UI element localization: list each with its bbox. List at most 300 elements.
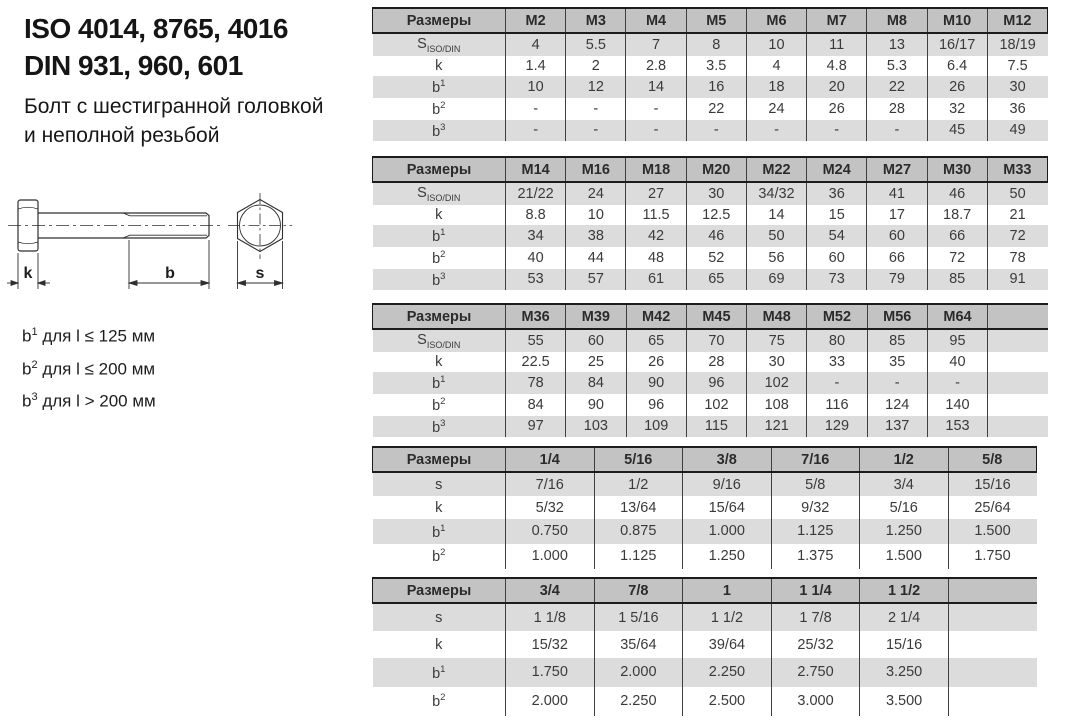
value-cell: 116 bbox=[807, 394, 867, 416]
size-column-header: Размеры bbox=[373, 157, 506, 182]
row-label-superscript: 3 bbox=[440, 417, 446, 429]
table-row bbox=[373, 352, 1049, 372]
row-label bbox=[373, 603, 506, 631]
value-cell: 5.3 bbox=[867, 56, 927, 76]
value-cell: 1.000 bbox=[506, 544, 595, 569]
value-cell: 1.250 bbox=[683, 544, 772, 569]
value-cell bbox=[948, 658, 1037, 687]
value-cell: 8.8 bbox=[506, 205, 566, 225]
value-cell: 12 bbox=[566, 76, 626, 98]
row-label bbox=[373, 472, 506, 496]
row-label bbox=[373, 519, 506, 544]
value-cell bbox=[988, 329, 1048, 352]
row-label-base: b bbox=[432, 79, 441, 96]
row-label-superscript: 2 bbox=[440, 395, 446, 407]
value-cell: 1.500 bbox=[948, 519, 1037, 544]
value-cell: 13/64 bbox=[594, 496, 683, 519]
row-label-subscript: ISO/DIN bbox=[426, 192, 461, 203]
value-cell: 1 5/16 bbox=[594, 603, 683, 631]
row-label-superscript: 2 bbox=[440, 692, 446, 704]
value-cell: 40 bbox=[927, 352, 987, 372]
value-cell: 140 bbox=[927, 394, 987, 416]
value-cell: 15/16 bbox=[948, 472, 1037, 496]
row-label bbox=[373, 120, 506, 142]
row-label-superscript: 3 bbox=[440, 270, 446, 282]
row-label-superscript: 3 bbox=[440, 121, 446, 133]
column-header: M14 bbox=[506, 157, 566, 182]
row-label-superscript: 2 bbox=[440, 99, 446, 111]
table-row bbox=[373, 247, 1048, 269]
value-cell: 5/8 bbox=[771, 472, 860, 496]
row-label-superscript: 1 bbox=[440, 522, 446, 534]
row-label-superscript: 1 bbox=[440, 77, 446, 89]
table-row bbox=[373, 496, 1037, 519]
value-cell: 1 7/8 bbox=[771, 603, 860, 631]
row-label-subscript: ISO/DIN bbox=[426, 43, 461, 54]
dimension-table bbox=[372, 7, 1048, 141]
value-cell: 4 bbox=[506, 33, 566, 56]
value-cell: 3.5 bbox=[686, 56, 746, 76]
value-cell: 7.5 bbox=[987, 56, 1047, 76]
row-label-base: b bbox=[432, 250, 441, 267]
value-cell: 129 bbox=[807, 416, 867, 438]
value-cell: 11.5 bbox=[626, 205, 686, 225]
note-superscript: 2 bbox=[31, 358, 38, 371]
value-cell: 10 bbox=[746, 33, 806, 56]
value-cell: 3.500 bbox=[860, 687, 949, 716]
value-cell: 7/16 bbox=[506, 472, 595, 496]
row-label-base: b bbox=[432, 694, 441, 711]
value-cell: 1.125 bbox=[771, 519, 860, 544]
value-cell: 4.8 bbox=[807, 56, 867, 76]
value-cell: 3/4 bbox=[860, 472, 949, 496]
value-cell: - bbox=[746, 120, 806, 142]
size-column-header: Размеры bbox=[373, 8, 506, 33]
value-cell: 25/32 bbox=[771, 631, 860, 658]
metric-table-m36-m64 bbox=[372, 303, 1048, 437]
value-cell: - bbox=[807, 120, 867, 142]
column-header: M56 bbox=[867, 304, 927, 329]
value-cell: 60 bbox=[807, 247, 867, 269]
page-subtitle-line2: и неполной резьбой bbox=[24, 124, 220, 147]
value-cell: 2.000 bbox=[506, 687, 595, 716]
row-label-subscript: ISO/DIN bbox=[426, 339, 461, 350]
value-cell: - bbox=[807, 372, 867, 394]
value-cell: 50 bbox=[746, 225, 806, 247]
value-cell: - bbox=[867, 372, 927, 394]
thread-length-notes bbox=[22, 318, 156, 416]
value-cell: 34 bbox=[506, 225, 566, 247]
value-cell: 85 bbox=[867, 329, 927, 352]
value-cell: 2.750 bbox=[771, 658, 860, 687]
value-cell: - bbox=[927, 372, 987, 394]
value-cell: 90 bbox=[566, 394, 626, 416]
value-cell: 26 bbox=[807, 98, 867, 120]
value-cell: - bbox=[686, 120, 746, 142]
value-cell: 35 bbox=[867, 352, 927, 372]
column-header: M52 bbox=[807, 304, 867, 329]
row-label-base: b bbox=[432, 665, 441, 682]
value-cell: 84 bbox=[506, 394, 566, 416]
value-cell: 32 bbox=[927, 98, 987, 120]
page-title-line2: DIN 931, 960, 601 bbox=[24, 50, 243, 81]
value-cell bbox=[988, 416, 1048, 438]
value-cell: 10 bbox=[566, 205, 626, 225]
value-cell: 9/32 bbox=[771, 496, 860, 519]
column-header: 5/16 bbox=[594, 447, 683, 472]
value-cell: 55 bbox=[506, 329, 566, 352]
row-label bbox=[373, 205, 506, 225]
value-cell: 44 bbox=[566, 247, 626, 269]
value-cell: 1 1/8 bbox=[506, 603, 595, 631]
value-cell: 53 bbox=[506, 269, 566, 291]
column-header: M10 bbox=[927, 8, 987, 33]
dimension-table bbox=[372, 156, 1048, 290]
value-cell: 26 bbox=[626, 352, 686, 372]
note-line bbox=[22, 318, 156, 351]
value-cell: 5.5 bbox=[566, 33, 626, 56]
table-row bbox=[373, 182, 1048, 205]
value-cell: 9/16 bbox=[683, 472, 772, 496]
value-cell: 6.4 bbox=[927, 56, 987, 76]
table-row bbox=[373, 56, 1048, 76]
table-row bbox=[373, 394, 1049, 416]
value-cell: 124 bbox=[867, 394, 927, 416]
column-header: 1/4 bbox=[506, 447, 595, 472]
table-row bbox=[373, 120, 1048, 142]
column-header: M7 bbox=[807, 8, 867, 33]
column-header: M22 bbox=[746, 157, 806, 182]
note-symbol: b bbox=[22, 359, 32, 379]
table-row bbox=[373, 76, 1048, 98]
column-header: M3 bbox=[566, 8, 626, 33]
column-header: M2 bbox=[506, 8, 566, 33]
table-row bbox=[373, 631, 1038, 658]
value-cell: 2 1/4 bbox=[860, 603, 949, 631]
value-cell: 35/64 bbox=[594, 631, 683, 658]
table-row bbox=[373, 329, 1049, 352]
value-cell: 41 bbox=[867, 182, 927, 205]
row-label bbox=[373, 631, 506, 658]
value-cell: 103 bbox=[566, 416, 626, 438]
row-label-base: k bbox=[435, 636, 443, 653]
value-cell: 2 bbox=[566, 56, 626, 76]
size-column-header: Размеры bbox=[373, 578, 506, 603]
row-label-base: b bbox=[432, 228, 441, 245]
size-column-header: Размеры bbox=[373, 447, 506, 472]
column-header: M5 bbox=[686, 8, 746, 33]
row-label-superscript: 1 bbox=[440, 663, 446, 675]
value-cell: 11 bbox=[807, 33, 867, 56]
value-cell: 1.375 bbox=[771, 544, 860, 569]
table-row bbox=[373, 33, 1048, 56]
dimension-label-b: b bbox=[165, 265, 175, 282]
value-cell: 14 bbox=[746, 205, 806, 225]
value-cell: 30 bbox=[747, 352, 807, 372]
row-label-base: s bbox=[435, 609, 443, 626]
note-superscript: 1 bbox=[31, 326, 38, 338]
note-text: для l ≤ 125 мм bbox=[37, 326, 156, 346]
value-cell: 61 bbox=[626, 269, 686, 291]
value-cell: 3.250 bbox=[860, 658, 949, 687]
value-cell: 17 bbox=[867, 205, 927, 225]
bolt-side-view bbox=[8, 200, 223, 251]
row-label-base: b bbox=[432, 397, 441, 414]
value-cell: 60 bbox=[867, 225, 927, 247]
value-cell: 73 bbox=[807, 269, 867, 291]
value-cell: 85 bbox=[927, 269, 987, 291]
row-label bbox=[373, 352, 506, 372]
row-label bbox=[373, 56, 506, 76]
value-cell: - bbox=[506, 120, 566, 142]
value-cell: 18 bbox=[746, 76, 806, 98]
value-cell: 40 bbox=[506, 247, 566, 269]
value-cell: 2.000 bbox=[594, 658, 683, 687]
column-header: M30 bbox=[927, 157, 987, 182]
value-cell: 46 bbox=[927, 182, 987, 205]
value-cell: - bbox=[867, 120, 927, 142]
value-cell: 10 bbox=[506, 76, 566, 98]
column-header: M42 bbox=[626, 304, 686, 329]
value-cell: - bbox=[566, 98, 626, 120]
value-cell: 25/64 bbox=[948, 496, 1037, 519]
value-cell: 1/2 bbox=[594, 472, 683, 496]
row-label-superscript: 1 bbox=[440, 226, 446, 238]
value-cell: 80 bbox=[807, 329, 867, 352]
note-line bbox=[22, 351, 156, 384]
table-row bbox=[373, 687, 1038, 716]
page-title bbox=[24, 10, 288, 84]
row-label bbox=[373, 544, 506, 569]
value-cell: 16/17 bbox=[927, 33, 987, 56]
row-label bbox=[373, 372, 506, 394]
dimension-table bbox=[372, 577, 1037, 716]
value-cell: 54 bbox=[807, 225, 867, 247]
row-label bbox=[373, 225, 506, 247]
column-header: 1 bbox=[683, 578, 772, 603]
value-cell: 75 bbox=[747, 329, 807, 352]
value-cell: 65 bbox=[626, 329, 686, 352]
value-cell: 1.750 bbox=[948, 544, 1037, 569]
value-cell: 18.7 bbox=[927, 205, 987, 225]
dimension-label-s: s bbox=[255, 265, 265, 282]
value-cell: 1.000 bbox=[683, 519, 772, 544]
value-cell: 21/22 bbox=[506, 182, 566, 205]
row-label-base: b bbox=[432, 524, 441, 541]
table-row bbox=[373, 544, 1037, 569]
value-cell bbox=[988, 394, 1048, 416]
row-label-base: S bbox=[417, 185, 427, 201]
value-cell: 21 bbox=[987, 205, 1047, 225]
metric-table-m2-m12 bbox=[372, 7, 1048, 141]
value-cell: 0.875 bbox=[594, 519, 683, 544]
row-label bbox=[373, 269, 506, 291]
row-label-superscript: 2 bbox=[440, 248, 446, 260]
value-cell: 20 bbox=[807, 76, 867, 98]
value-cell: 2.250 bbox=[683, 658, 772, 687]
column-header: M48 bbox=[747, 304, 807, 329]
column-header: M24 bbox=[807, 157, 867, 182]
value-cell: 18/19 bbox=[987, 33, 1047, 56]
value-cell: 78 bbox=[506, 372, 566, 394]
value-cell: 153 bbox=[927, 416, 987, 438]
value-cell: 60 bbox=[566, 329, 626, 352]
column-header: M4 bbox=[626, 8, 686, 33]
value-cell: 1.500 bbox=[860, 544, 949, 569]
value-cell: 96 bbox=[626, 394, 686, 416]
value-cell: 1.4 bbox=[506, 56, 566, 76]
table-row bbox=[373, 519, 1037, 544]
value-cell bbox=[948, 687, 1037, 716]
value-cell: 27 bbox=[626, 182, 686, 205]
row-label bbox=[373, 394, 506, 416]
value-cell: 28 bbox=[686, 352, 746, 372]
column-header: 1 1/2 bbox=[860, 578, 949, 603]
value-cell: - bbox=[506, 98, 566, 120]
row-label bbox=[373, 658, 506, 687]
note-superscript: 3 bbox=[31, 391, 38, 404]
column-header: M6 bbox=[746, 8, 806, 33]
row-label bbox=[373, 76, 506, 98]
row-label-base: b bbox=[432, 549, 441, 566]
column-header: 1/2 bbox=[860, 447, 949, 472]
value-cell: 66 bbox=[867, 247, 927, 269]
table-row bbox=[373, 372, 1049, 394]
value-cell: 50 bbox=[987, 182, 1047, 205]
row-label bbox=[373, 33, 506, 56]
value-cell: 14 bbox=[626, 76, 686, 98]
value-cell: 65 bbox=[686, 269, 746, 291]
value-cell: 26 bbox=[927, 76, 987, 98]
column-header: M20 bbox=[686, 157, 746, 182]
bolt-technical-drawing bbox=[6, 185, 311, 320]
row-label-base: S bbox=[417, 36, 427, 52]
value-cell: 69 bbox=[746, 269, 806, 291]
value-cell bbox=[948, 631, 1037, 658]
row-label-base: b bbox=[432, 419, 441, 436]
value-cell: 49 bbox=[987, 120, 1047, 142]
value-cell: 78 bbox=[987, 247, 1047, 269]
column-header: M16 bbox=[566, 157, 626, 182]
value-cell: 24 bbox=[746, 98, 806, 120]
value-cell: 72 bbox=[927, 247, 987, 269]
column-header: M36 bbox=[506, 304, 566, 329]
row-label-superscript: 1 bbox=[440, 373, 446, 385]
row-label bbox=[373, 496, 506, 519]
column-header: M45 bbox=[686, 304, 746, 329]
value-cell: 28 bbox=[867, 98, 927, 120]
note-text: для l > 200 мм bbox=[37, 391, 156, 411]
value-cell: 13 bbox=[867, 33, 927, 56]
row-label-base: k bbox=[435, 206, 443, 223]
row-label-base: b bbox=[432, 375, 441, 392]
row-label-base: b bbox=[432, 101, 441, 118]
value-cell: 1 1/2 bbox=[683, 603, 772, 631]
column-header: M12 bbox=[987, 8, 1047, 33]
dimension-table bbox=[372, 446, 1037, 569]
table-row bbox=[373, 205, 1048, 225]
value-cell: 15 bbox=[807, 205, 867, 225]
value-cell: 2.500 bbox=[683, 687, 772, 716]
page-subtitle-line1: Болт с шестигранной головкой bbox=[24, 95, 324, 118]
table-row bbox=[373, 225, 1048, 247]
value-cell: 22 bbox=[686, 98, 746, 120]
value-cell: 15/64 bbox=[683, 496, 772, 519]
value-cell: 102 bbox=[686, 394, 746, 416]
value-cell: 22 bbox=[867, 76, 927, 98]
row-label-base: k bbox=[435, 499, 443, 516]
value-cell: 91 bbox=[987, 269, 1047, 291]
value-cell: 16 bbox=[686, 76, 746, 98]
value-cell: 96 bbox=[686, 372, 746, 394]
column-header: 1 1/4 bbox=[771, 578, 860, 603]
value-cell: 42 bbox=[626, 225, 686, 247]
column-header bbox=[948, 578, 1037, 603]
value-cell: 5/16 bbox=[860, 496, 949, 519]
value-cell: 2.250 bbox=[594, 687, 683, 716]
value-cell: 108 bbox=[747, 394, 807, 416]
column-header: 5/8 bbox=[948, 447, 1037, 472]
table-row bbox=[373, 472, 1037, 496]
value-cell: 36 bbox=[987, 98, 1047, 120]
value-cell: 38 bbox=[566, 225, 626, 247]
column-header: 7/16 bbox=[771, 447, 860, 472]
row-label-superscript: 2 bbox=[440, 547, 446, 559]
column-header: 7/8 bbox=[594, 578, 683, 603]
value-cell: 115 bbox=[686, 416, 746, 438]
note-symbol: b bbox=[22, 326, 32, 346]
value-cell: 24 bbox=[566, 182, 626, 205]
column-header bbox=[988, 304, 1048, 329]
value-cell: 2.8 bbox=[626, 56, 686, 76]
column-header: M39 bbox=[566, 304, 626, 329]
value-cell: 79 bbox=[867, 269, 927, 291]
value-cell: 1.250 bbox=[860, 519, 949, 544]
value-cell: 102 bbox=[747, 372, 807, 394]
value-cell: 56 bbox=[746, 247, 806, 269]
value-cell: 4 bbox=[746, 56, 806, 76]
value-cell: 0.750 bbox=[506, 519, 595, 544]
row-label-base: S bbox=[417, 332, 427, 348]
value-cell bbox=[988, 372, 1048, 394]
column-header: M33 bbox=[987, 157, 1047, 182]
value-cell: 57 bbox=[566, 269, 626, 291]
value-cell: 22.5 bbox=[506, 352, 566, 372]
value-cell: 137 bbox=[867, 416, 927, 438]
row-label bbox=[373, 687, 506, 716]
column-header: M18 bbox=[626, 157, 686, 182]
metric-table-m14-m33 bbox=[372, 156, 1048, 290]
dimension-lines bbox=[7, 240, 283, 289]
value-cell: 5/32 bbox=[506, 496, 595, 519]
value-cell: 97 bbox=[506, 416, 566, 438]
column-header: M8 bbox=[867, 8, 927, 33]
note-text: для l ≤ 200 мм bbox=[37, 359, 156, 379]
size-column-header: Размеры bbox=[373, 304, 506, 329]
value-cell: 45 bbox=[927, 120, 987, 142]
value-cell: 72 bbox=[987, 225, 1047, 247]
page-subtitle bbox=[24, 92, 323, 150]
row-label bbox=[373, 98, 506, 120]
value-cell: - bbox=[626, 120, 686, 142]
column-header: M64 bbox=[927, 304, 987, 329]
imperial-table-3-4-to-1-1-2 bbox=[372, 577, 1037, 716]
row-label bbox=[373, 247, 506, 269]
value-cell bbox=[948, 603, 1037, 631]
value-cell: 15/16 bbox=[860, 631, 949, 658]
value-cell bbox=[988, 352, 1048, 372]
value-cell: 30 bbox=[686, 182, 746, 205]
